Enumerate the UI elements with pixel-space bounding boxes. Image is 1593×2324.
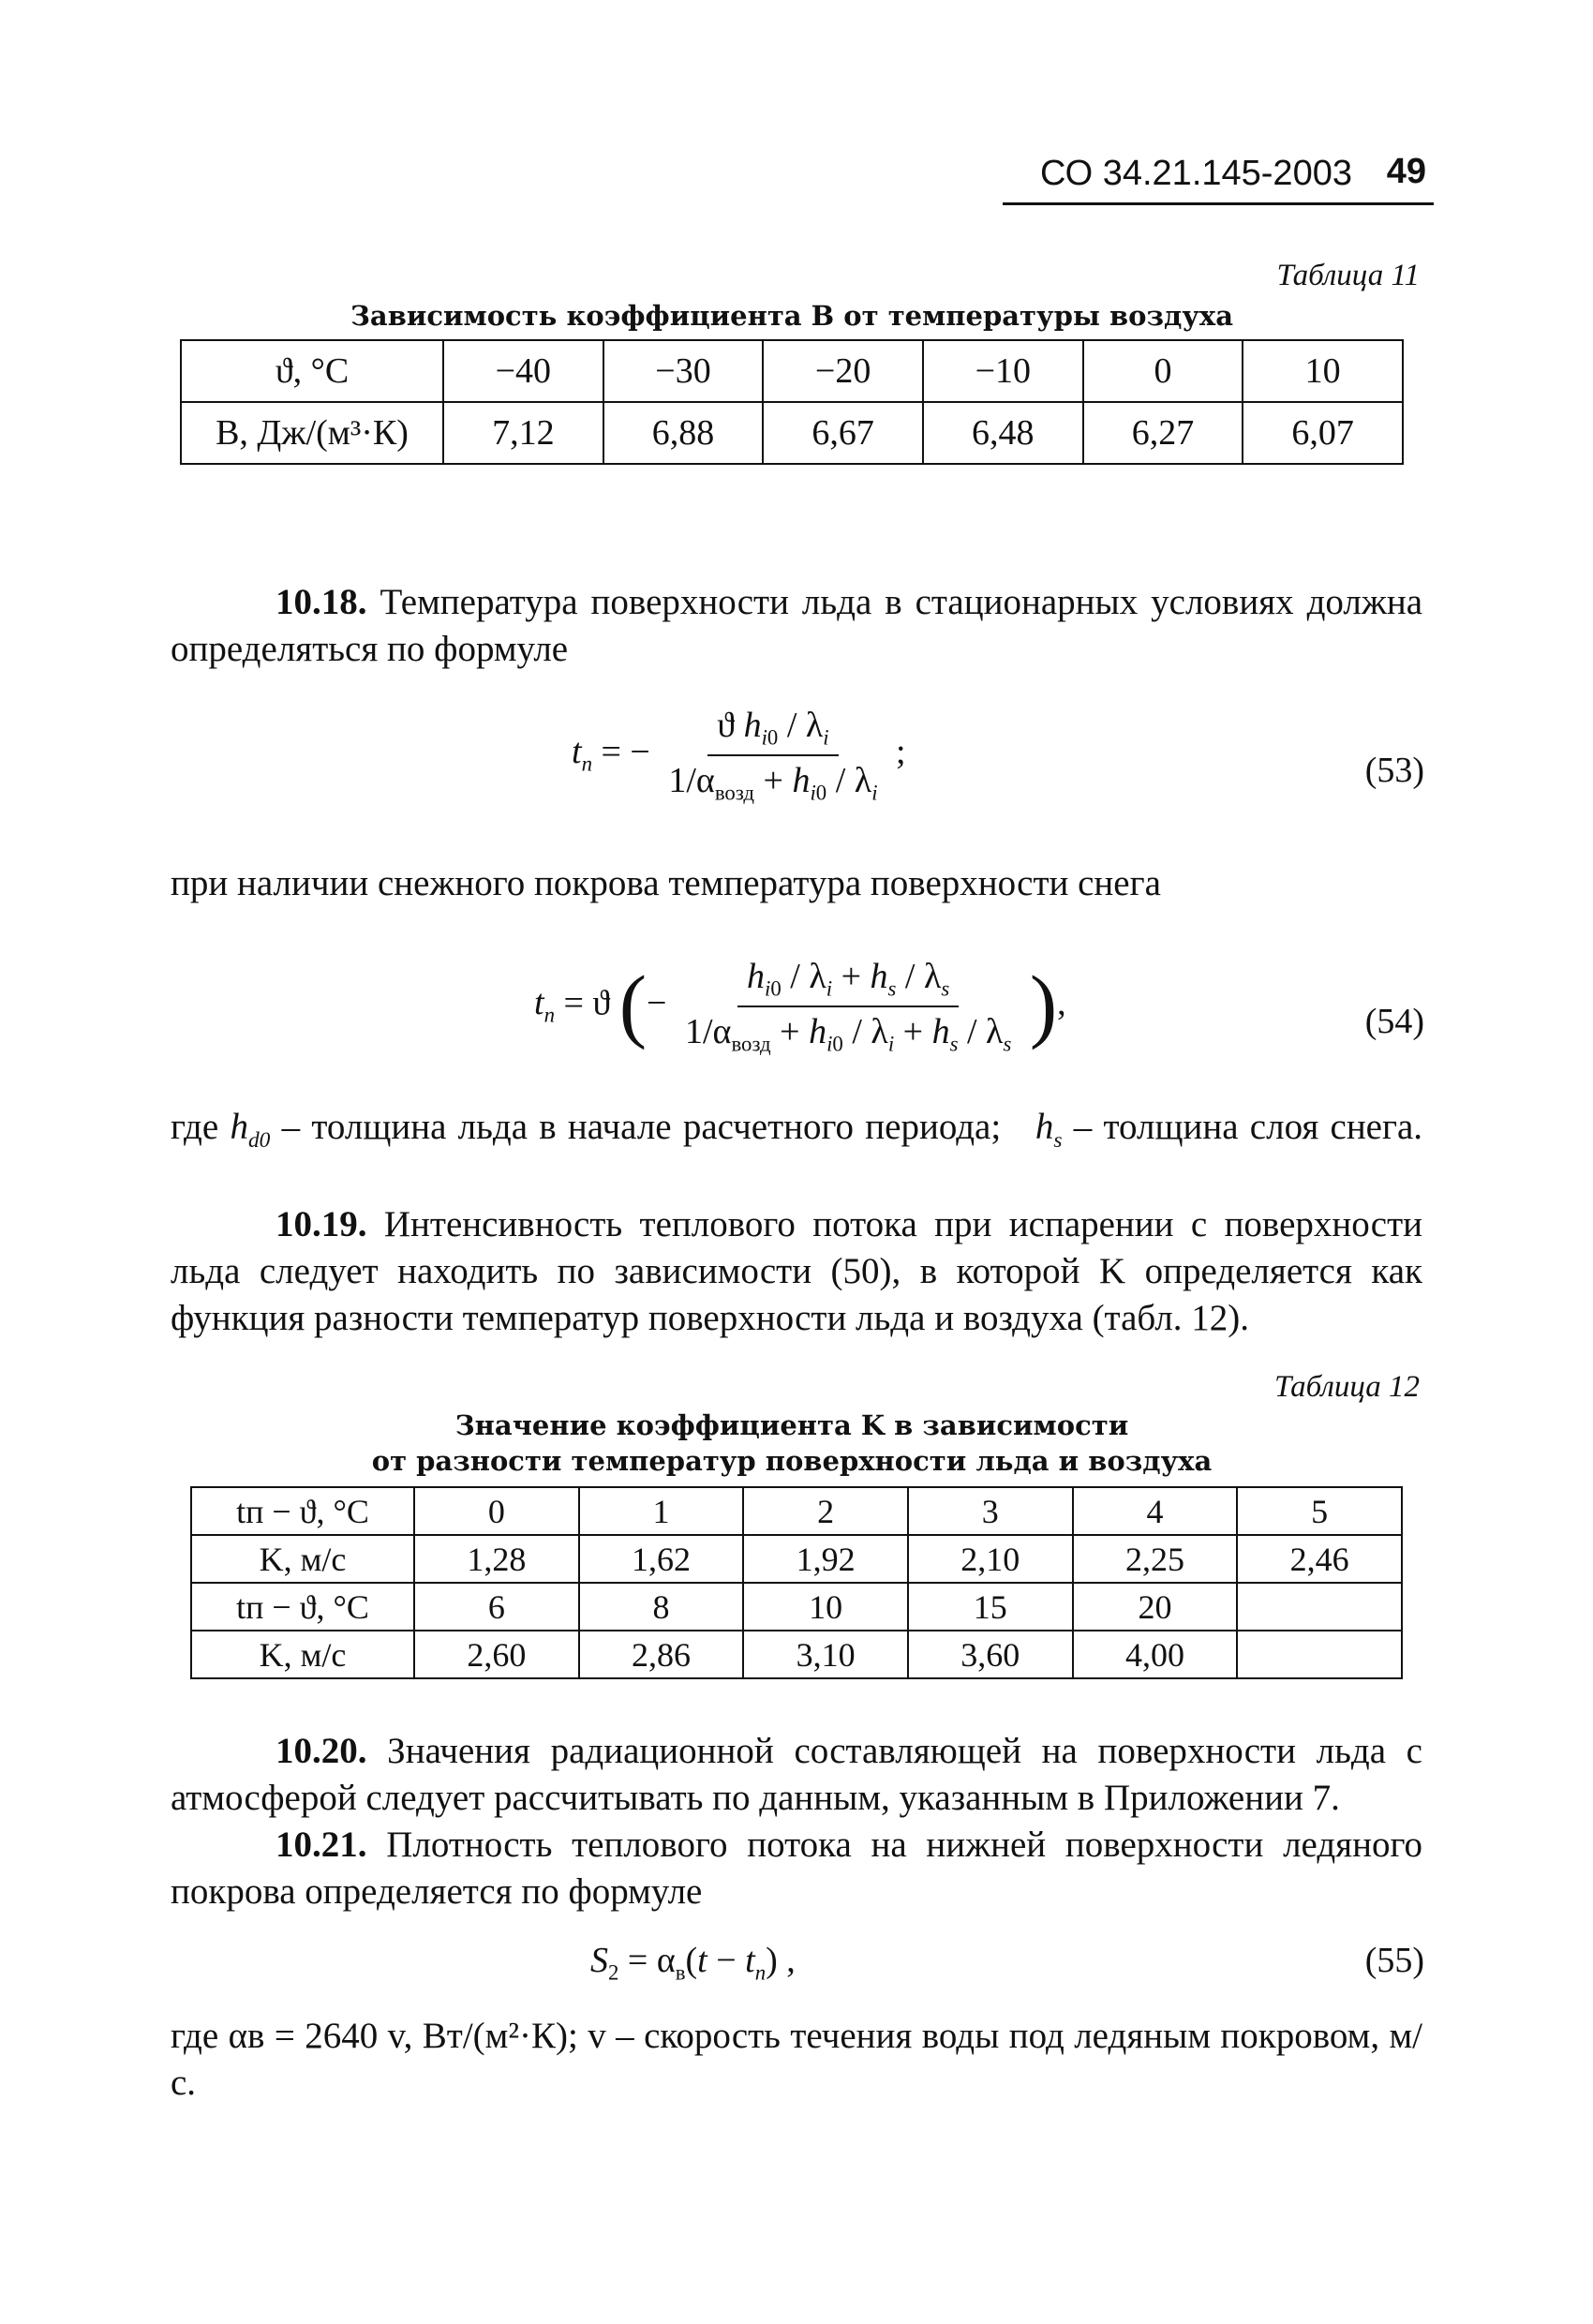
table-cell: ϑ, °C bbox=[181, 340, 443, 402]
formula-53: $t_п$ = − $\frac{ϑ h_{i0} / \lambda_i}{1/\alpha_{возд} + h_{i0} / \lambda_i}$ ; bbox=[572, 706, 906, 805]
table-row bbox=[181, 402, 1403, 464]
table-cell: 6,88 bbox=[603, 402, 764, 464]
paragraph-text: Интенсивность теплового потока при испарении с поверхности льда следует находить по зависимости (50), в которой K определяется как функция разности температур поверхности льда и воздуха (табл. 12). bbox=[171, 1204, 1422, 1338]
table-cell: 6 bbox=[414, 1583, 579, 1631]
paragraph-10-20 bbox=[171, 1728, 1422, 1822]
paragraph-where-alpha: где αв = 2640 v, Вт/(м²·К); v – скорость течения воды под ледяным покровом, м/с. bbox=[171, 2016, 1422, 2103]
section-number: 10.20. bbox=[275, 1731, 367, 1771]
table12-title-line2: от разности температур поверхности льда и воздуха bbox=[371, 1445, 1213, 1477]
paragraph-10-21 bbox=[171, 1822, 1422, 1915]
symbol-h-s: $h_s$ bbox=[1035, 1107, 1063, 1153]
table-cell: 1,92 bbox=[743, 1535, 908, 1583]
page-header bbox=[1003, 150, 1434, 205]
table-cell: 2,60 bbox=[414, 1631, 579, 1678]
equation-number-54: (54) bbox=[1364, 1002, 1424, 1041]
table-cell bbox=[1237, 1583, 1402, 1631]
table-cell: −40 bbox=[443, 340, 603, 402]
section-number: 10.19. bbox=[275, 1204, 367, 1244]
document-code: СО 34.21.145-2003 bbox=[1040, 154, 1352, 193]
table-cell: 2 bbox=[743, 1487, 908, 1535]
equation-number-55: (55) bbox=[1364, 1941, 1424, 1980]
table-cell: tп − ϑ, °C bbox=[191, 1583, 414, 1631]
table-cell: 0 bbox=[414, 1487, 579, 1535]
table12 bbox=[190, 1486, 1403, 1679]
table-cell: −10 bbox=[923, 340, 1083, 402]
where-definition-snow: – толщина слоя снега. bbox=[1073, 1107, 1423, 1147]
paragraph-text: Плотность теплового потока на нижней поверхности ледяного покрова определяется по формуле bbox=[171, 1825, 1423, 1912]
equation-number-53: (53) bbox=[1364, 751, 1424, 790]
table11-caption: Таблица 11 bbox=[1276, 259, 1420, 292]
table-cell: 1 bbox=[579, 1487, 744, 1535]
table-cell: −20 bbox=[763, 340, 923, 402]
table-cell: 3 bbox=[908, 1487, 1073, 1535]
paragraph-10-18 bbox=[171, 579, 1422, 673]
table-cell: 1,62 bbox=[579, 1535, 744, 1583]
table-cell: 3,60 bbox=[908, 1631, 1073, 1678]
table11-title: Зависимость коэффициента B от температуры воздуха bbox=[350, 300, 1234, 332]
section-number: 10.21. bbox=[275, 1825, 367, 1865]
where-definition-ice: – толщина льда в начале расчетного периода; bbox=[281, 1107, 1002, 1147]
table12-caption: Таблица 12 bbox=[1274, 1370, 1420, 1404]
table-cell: 6,67 bbox=[763, 402, 923, 464]
table-cell: −30 bbox=[603, 340, 764, 402]
paragraph-snow: при наличии снежного покрова температура поверхности снега bbox=[171, 863, 1161, 903]
table-cell: 2,25 bbox=[1073, 1535, 1238, 1583]
table-cell: 7,12 bbox=[443, 402, 603, 464]
paragraph-text: Значения радиационной составляющей на поверхности льда с атмосферой следует рассчитывать по данным, указанным в Приложении 7. bbox=[171, 1731, 1422, 1818]
paragraph-where bbox=[171, 1104, 1422, 1164]
table-cell: 10 bbox=[1243, 340, 1403, 402]
section-number: 10.18. bbox=[275, 582, 367, 622]
table-cell: tп − ϑ, °C bbox=[191, 1487, 414, 1535]
formula-54: $t_п = ϑ$ (− $\frac{h_{i0} / \lambda_i + h_s / \lambda_s}{1/\alpha_{возд} + h_{i0} / \lambda_i + h_s / \lambda_s}$ ), bbox=[534, 957, 1066, 1056]
table-cell bbox=[1237, 1631, 1402, 1678]
table-cell: 20 bbox=[1073, 1583, 1238, 1631]
table-cell: 2,10 bbox=[908, 1535, 1073, 1583]
table-cell: 6,48 bbox=[923, 402, 1083, 464]
table-cell: 6,07 bbox=[1243, 402, 1403, 464]
table-cell: 15 bbox=[908, 1583, 1073, 1631]
table12-title-line1: Значение коэффициента K в зависимости bbox=[454, 1409, 1129, 1441]
table-cell: 0 bbox=[1083, 340, 1243, 402]
table-row bbox=[181, 340, 1403, 402]
table-row bbox=[191, 1487, 1402, 1535]
symbol-h-d0: $h_{d0}$ bbox=[230, 1107, 271, 1153]
table-cell: K, м/с bbox=[191, 1535, 414, 1583]
table-cell: 4 bbox=[1073, 1487, 1238, 1535]
table-cell: 3,10 bbox=[743, 1631, 908, 1678]
table-cell: 6,27 bbox=[1083, 402, 1243, 464]
table-cell: 5 bbox=[1237, 1487, 1402, 1535]
where-word: где bbox=[171, 1107, 219, 1147]
table-row bbox=[191, 1583, 1402, 1631]
table11 bbox=[180, 339, 1404, 465]
table-cell: 10 bbox=[743, 1583, 908, 1631]
table-cell: K, м/с bbox=[191, 1631, 414, 1678]
table-cell: 8 bbox=[579, 1583, 744, 1631]
table-cell: 1,28 bbox=[414, 1535, 579, 1583]
table-cell: 4,00 bbox=[1073, 1631, 1238, 1678]
table-cell: 2,46 bbox=[1237, 1535, 1402, 1583]
table-cell: B, Дж/(м³·К) bbox=[181, 402, 443, 464]
table-row bbox=[191, 1535, 1402, 1583]
formula-55: $S_2 = \alpha_в(t - t_п)$ , bbox=[590, 1941, 796, 1985]
table-row bbox=[191, 1631, 1402, 1678]
paragraph-10-19 bbox=[171, 1201, 1422, 1342]
page-number: 49 bbox=[1386, 152, 1426, 191]
table-cell: 2,86 bbox=[579, 1631, 744, 1678]
paragraph-text: Температура поверхности льда в стационарных условиях должна определяться по формуле bbox=[171, 582, 1422, 669]
